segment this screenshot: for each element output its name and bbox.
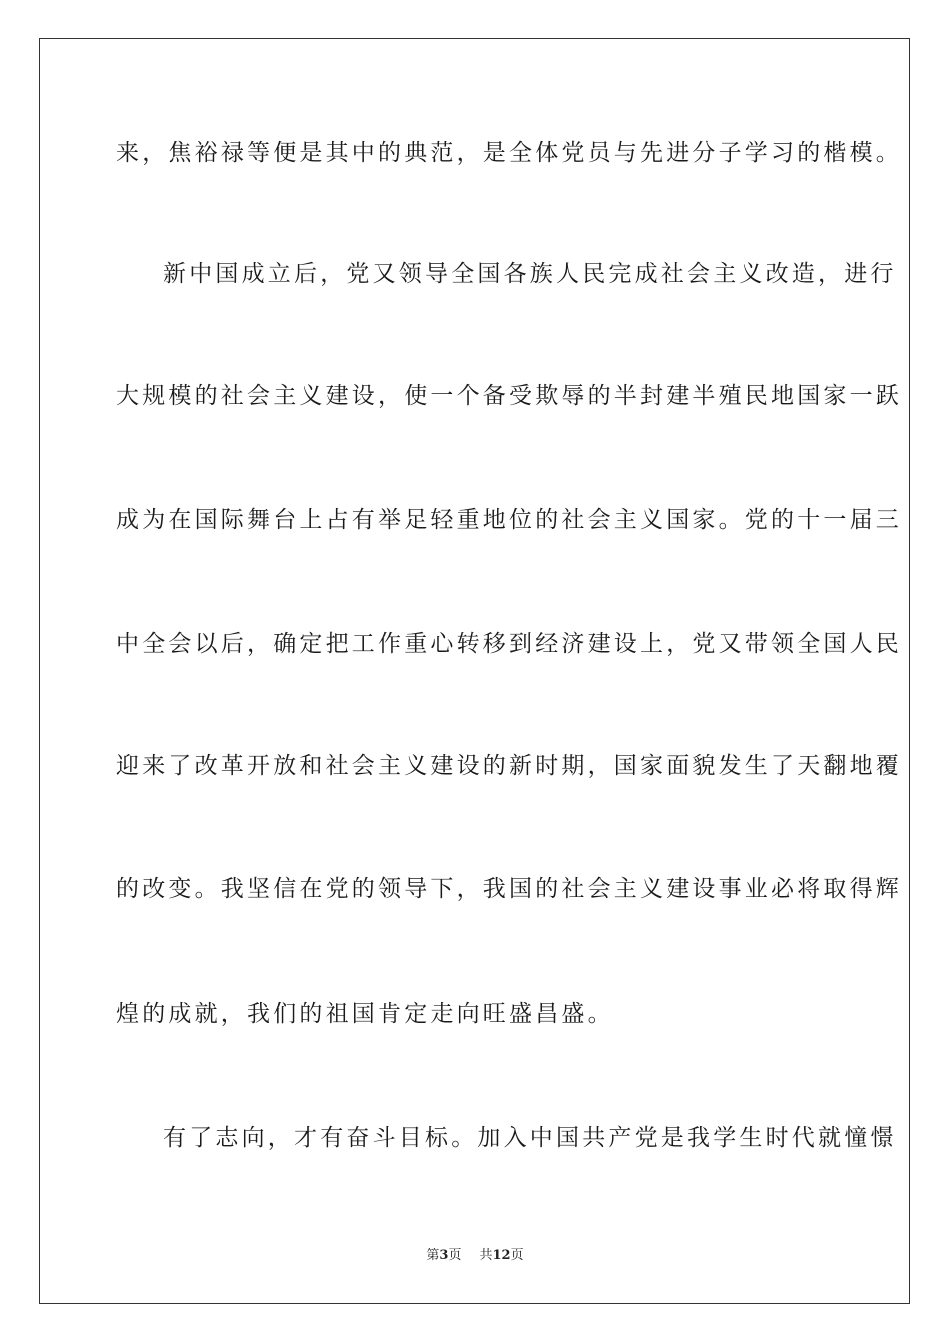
body-line-6: 迎来了改革开放和社会主义建设的新时期，国家面貌发生了天翻地覆 <box>116 753 902 779</box>
page-prefix: 第 <box>426 1248 440 1263</box>
total-suffix: 页 <box>510 1248 524 1263</box>
body-line-3: 大规模的社会主义建设，使一个备受欺辱的半封建半殖民地国家一跃 <box>116 383 902 409</box>
current-page-number: 3 <box>439 1248 449 1263</box>
body-line-8: 煌的成就，我们的祖国肯定走向旺盛昌盛。 <box>116 1001 614 1027</box>
body-line-9: 有了志向，才有奋斗目标。加入中国共产党是我学生时代就憧憬 <box>163 1125 897 1151</box>
total-page-count: 12 <box>492 1248 511 1263</box>
body-line-7: 的改变。我坚信在党的领导下，我国的社会主义建设事业必将取得辉 <box>116 876 902 902</box>
body-line-5: 中全会以后，确定把工作重心转移到经济建设上，党又带领全国人民 <box>116 631 902 657</box>
body-line-4: 成为在国际舞台上占有举足轻重地位的社会主义国家。党的十一届三 <box>116 507 902 533</box>
page-suffix: 页 <box>448 1248 462 1263</box>
body-line-2: 新中国成立后，党又领导全国各族人民完成社会主义改造，进行 <box>163 261 897 287</box>
page-footer <box>0 1247 950 1265</box>
total-prefix: 共 <box>479 1248 493 1263</box>
page-border <box>39 38 910 1304</box>
body-line-1: 来，焦裕禄等便是其中的典范，是全体党员与先进分子学习的楷模。 <box>116 140 902 166</box>
